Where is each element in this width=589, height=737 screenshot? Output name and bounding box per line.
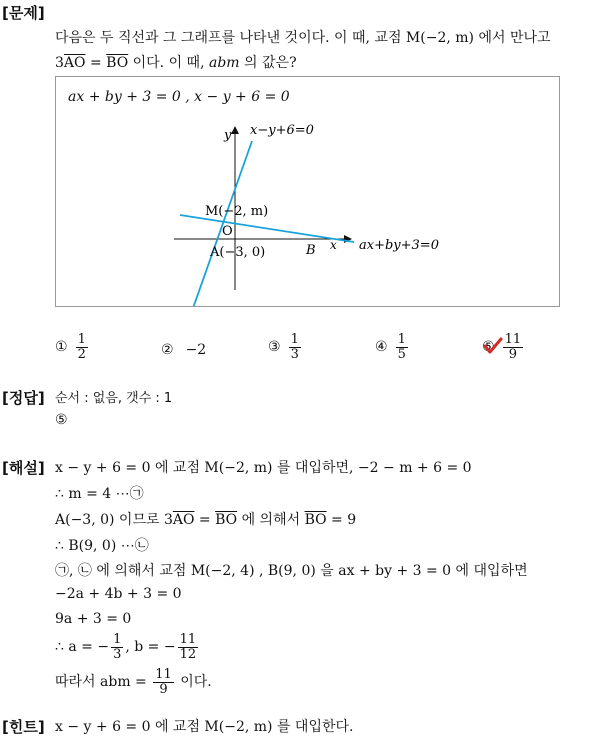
choice-text: −2 [185, 342, 207, 358]
choice-number: ① [55, 339, 68, 356]
explanation-label: [해설] [2, 459, 45, 477]
choice-number: ② [161, 342, 174, 358]
explanation-line-5: ㉠, ㉡ 에 의해서 교점 M(−2, 4) , B(9, 0) 을 ax + by + 3 = 0 에 대입하면 [55, 563, 528, 579]
answer-line-1: 순서 : 없음, 갯수 : 1 [55, 391, 173, 406]
choice-fraction: $\frac{11}{9}$ [504, 332, 522, 362]
graph-box [55, 76, 560, 307]
choice-1[interactable] [55, 333, 90, 361]
choice-number: ④ [375, 339, 388, 356]
explanation-line-6: −2a + 4b + 3 = 0 [55, 586, 182, 602]
line2-label: ax+by+3=0 [359, 238, 439, 253]
point-m-label: M(−2, m) [205, 204, 269, 219]
choice-number-checked: ⑤ [482, 339, 495, 355]
explanation-line-1: x − y + 6 = 0 에 교점 M(−2, m) 를 대입하면, −2 − m + 6 = 0 [55, 460, 472, 476]
explanation-line-2: ∴ m = 4 ⋯㉠ [55, 486, 144, 502]
choice-fraction: $\frac{1}{3}$ [290, 332, 299, 362]
choice-fraction: $\frac{1}{2}$ [77, 332, 86, 362]
line-ax-by [180, 215, 354, 242]
check-mark-icon [483, 337, 503, 355]
choice-2[interactable] [161, 342, 206, 358]
line1-label: x−y+6=0 [250, 123, 314, 138]
hint-label: [힌트] [2, 718, 45, 736]
point-a-label: A(−3, 0) [210, 245, 266, 260]
choice-5[interactable] [482, 333, 525, 361]
graph-figure [56, 77, 559, 306]
explanation-line-9: 따라서 abm = $\frac{11}{9}$ 이다. [55, 667, 212, 697]
answer-line-2: ⑤ [55, 412, 68, 428]
x-axis-label: x [330, 238, 337, 252]
choice-fraction: $\frac{1}{5}$ [397, 332, 406, 362]
choice-number: ③ [268, 339, 281, 356]
point-b-label: B [306, 243, 316, 258]
explanation-line-3: A(−3, 0) 이므로 $3\overline{AO} = \overline{BO}$ 에 의해서 $\overline{BO} = 9$ [55, 512, 357, 528]
explanation-line-8: ∴ a = − $\frac{1}{3}$ , b = − $\frac{11}{12}$ [55, 632, 197, 662]
problem-label: [문제] [2, 4, 45, 22]
choice-4[interactable] [375, 333, 410, 361]
problem-line-1: 다음은 두 직선과 그 그래프를 나타낸 것이다. 이 때, 교점 M(−2, m) 에서 만나고 [55, 30, 551, 46]
choice-3[interactable] [268, 333, 303, 361]
problem-line-2: $3\overline{AO} = \overline{BO}$ 이다. 이 때, abm 의 값은? [55, 55, 297, 71]
answer-label: [정답] [2, 389, 45, 407]
explanation-line-4: ∴ B(9, 0) ⋯㉡ [55, 538, 149, 554]
explanation-line-7: 9a + 3 = 0 [55, 611, 132, 627]
box-equations: ax + by + 3 = 0 , x − y + 6 = 0 [68, 89, 290, 105]
origin-label: O [222, 224, 233, 239]
y-axis-label: y [224, 128, 232, 143]
hint-text: x − y + 6 = 0 에 교점 M(−2, m) 를 대입한다. [55, 719, 354, 735]
